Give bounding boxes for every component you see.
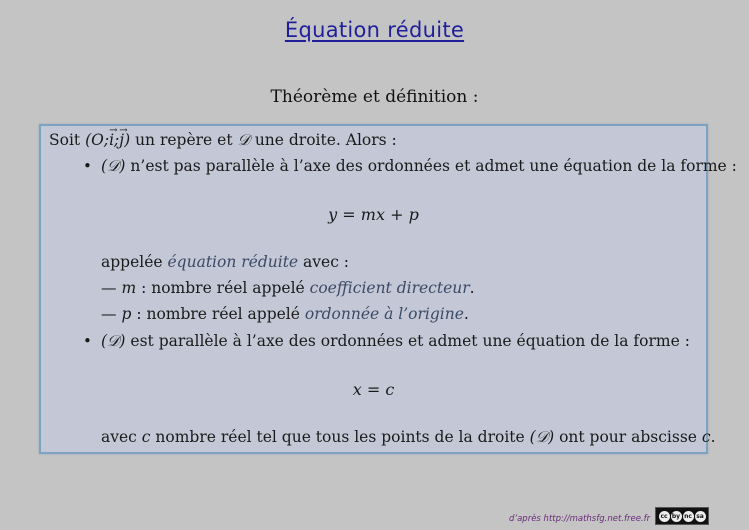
nc-icon: nc: [684, 512, 692, 520]
bullet-1-text: [101, 157, 737, 175]
bullet-1-description: n’est pas parallèle à l’axe des ordonnées et admet une équation de la forme :: [130, 157, 737, 175]
intro-sep: ;: [114, 131, 120, 149]
dash-m: —: [101, 279, 117, 297]
term-ordonnee-origine: ordonnée à l’origine: [304, 305, 464, 323]
formula-y-mx-p: y = mx + p: [328, 205, 419, 224]
last-prefix: avec: [101, 428, 137, 446]
intro-repere: (O;: [85, 131, 110, 149]
formula-x-c: x = c: [352, 380, 395, 399]
bullet-2-description: est parallèle à l’axe des ordonnées et admet une équation de la forme :: [130, 332, 690, 350]
by-icon: by: [671, 512, 681, 520]
bullet-2-D: (𝒟): [101, 332, 126, 350]
sa-icon: sa: [696, 512, 704, 520]
theorem-box: [39, 124, 737, 454]
called-line: [101, 253, 349, 271]
last-text2: ont pour abscisse: [559, 428, 697, 446]
dash-p-text: : nombre réel appelé: [136, 305, 300, 323]
bullet-2-text: [101, 332, 690, 350]
bullet-1-D: (𝒟): [101, 157, 126, 175]
var-m: m: [121, 279, 137, 297]
intro-soit: Soit: [49, 131, 81, 149]
called-prefix: appelée: [101, 253, 163, 271]
intro-close: ): [124, 131, 131, 149]
intro-D: 𝒟: [237, 131, 250, 149]
last-text: nombre réel tel que tous les points de la droite: [155, 428, 525, 446]
last-D: (𝒟): [529, 428, 555, 446]
term-coefficient-directeur: coefficient directeur: [309, 279, 470, 297]
var-p: p: [121, 305, 132, 323]
called-suffix: avec :: [303, 253, 350, 271]
called-term: équation réduite: [167, 253, 299, 271]
cc-icon: cc: [660, 512, 668, 520]
last-line: avec c nombre réel tel que tous les points de la droite (𝒟) ont pour abscisse c.: [101, 428, 716, 446]
cc-license-badge[interactable]: [655, 507, 709, 525]
bullet-2-marker: •: [83, 332, 92, 350]
slide-title: Équation réduite: [284, 18, 465, 42]
intro-text1: un repère et: [135, 131, 233, 149]
vector-j: → j: [119, 125, 128, 149]
bullet-1-marker: •: [83, 157, 92, 175]
dash-m-text: : nombre réel appelé: [141, 279, 305, 297]
slide-subtitle: Théorème et définition :: [270, 87, 479, 107]
dash-p-line: — p : nombre réel appelé ordonnée à l’origine.: [101, 305, 469, 323]
dash-p: —: [101, 305, 117, 323]
dash-m-line: — m : nombre réel appelé coefficient directeur.: [101, 279, 475, 297]
vector-i: → i: [109, 125, 118, 149]
var-c-2: c: [701, 428, 711, 446]
intro-text2: une droite. Alors :: [254, 131, 397, 149]
credit-link[interactable]: d’après http://mathsfg.net.free.fr: [509, 514, 651, 524]
intro-line: [49, 125, 397, 149]
var-c: c: [141, 428, 151, 446]
